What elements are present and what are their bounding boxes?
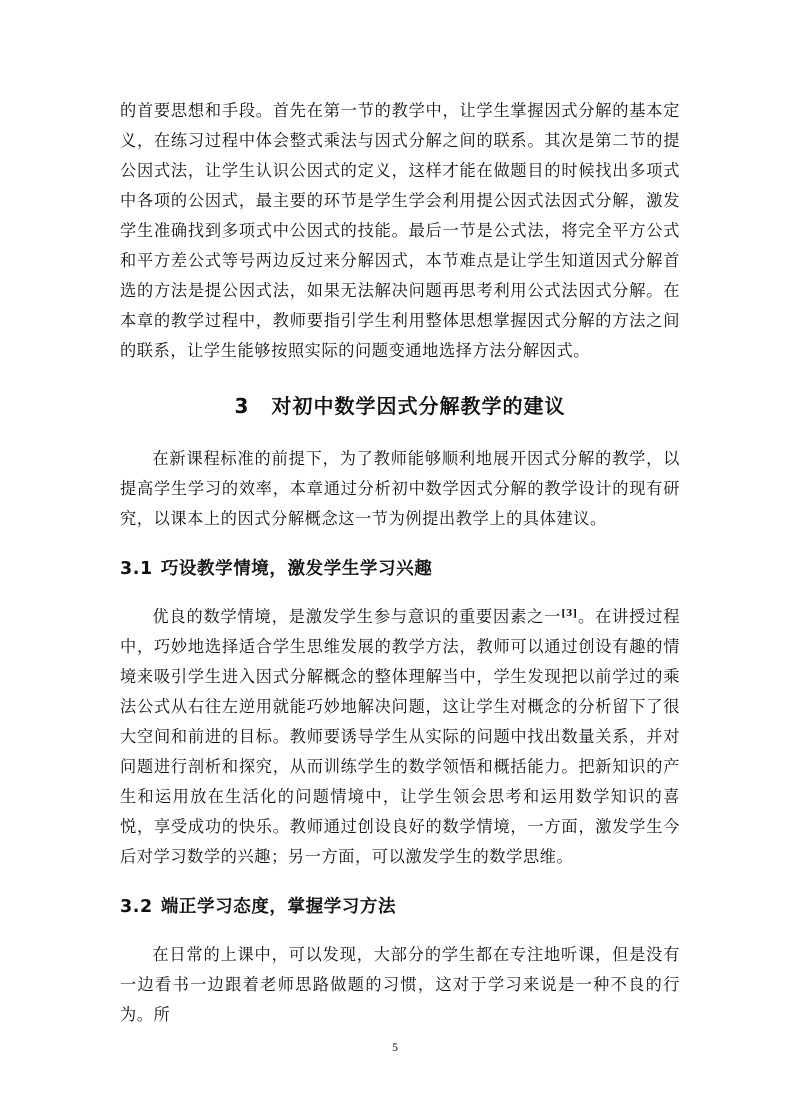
body-paragraph-4: 在日常的上课中，可以发现，大部分的学生都在专注地听课，但是没有一边看书一边跟着老师思路做题的习惯，这对于学习来说是一种不良的行为。所 xyxy=(120,945,680,1024)
section-heading-3-2 xyxy=(120,892,680,922)
section-number: 3.2 xyxy=(120,897,153,917)
paragraph-text: 优良的数学情境，是激发学生参与意识的重要因素之一 xyxy=(152,607,562,626)
chapter-title: 对初中数学因式分解教学的建议 xyxy=(271,394,566,418)
section-heading-3-1 xyxy=(120,554,680,584)
section-title: 巧设教学情境，激发学生学习兴趣 xyxy=(160,559,433,579)
section-title: 端正学习态度，掌握学习方法 xyxy=(160,897,397,917)
page-number: 5 xyxy=(392,1040,398,1054)
body-paragraph-3 xyxy=(120,602,680,872)
chapter-number: 3 xyxy=(234,394,250,418)
chapter-heading xyxy=(120,390,680,422)
body-paragraph-2: 在新课程标准的前提下，为了教师能够顺利地展开因式分解的教学，以提高学生学习的效率，本章通过分析初中数学因式分解的教学设计的现有研究，以课本上的因式分解概念这一节为例提出教学上的具体建议。 xyxy=(120,449,680,528)
citation-reference[interactable]: [3] xyxy=(561,609,578,619)
paragraph-text: 。在讲授过程中，巧妙地选择适合学生思维发展的教学方法，教师可以通过创设有趣的情境来吸引学生进入因式分解概念的整体理解当中，学生发现把以前学过的乘法公式从右往左逆用就能巧妙地解决问题，这让学生对概念的分析留下了很大空间和前进的目标。教师要诱导学生从实际的问题中找出数量关系，并对问题进行剖析和探究，从而训练学生的数学领悟和概括能力。把新知识的产生和运用放在生活化的问题情境中，让学生领会思考和运用数学知识的喜悦，享受成功的快乐。教师通过创设良好的数学情境，一方面，激发学生今后对学习数学的兴趣；另一方面，可以激发学生的数学思维。 xyxy=(120,607,680,866)
page-body xyxy=(120,96,680,1030)
body-paragraph-1: 的首要思想和手段。首先在第一节的教学中，让学生掌握因式分解的基本定义，在练习过程中体会整式乘法与因式分解之间的联系。其次是第二节的提公因式法，让学生认识公因式的定义，这样才能在做题目的时候找出多项式中各项的公因式，最主要的环节是学生学会利用提公因式法因式分解，激发学生准确找到多项式中公因式的技能。最后一节是公式法，将完全平方公式和平方差公式等号两边反过来分解因式，本节难点是让学生知道因式分解首选的方法是提公因式法，如果无法解决问题再思考利用公式法因式分解。在本章的教学过程中，教师要指引学生利用整体思想掌握因式分解的方法之间的联系，让学生能够按照实际的问题变通地选择方法分解因式。 xyxy=(120,101,680,360)
section-number: 3.1 xyxy=(120,559,153,579)
